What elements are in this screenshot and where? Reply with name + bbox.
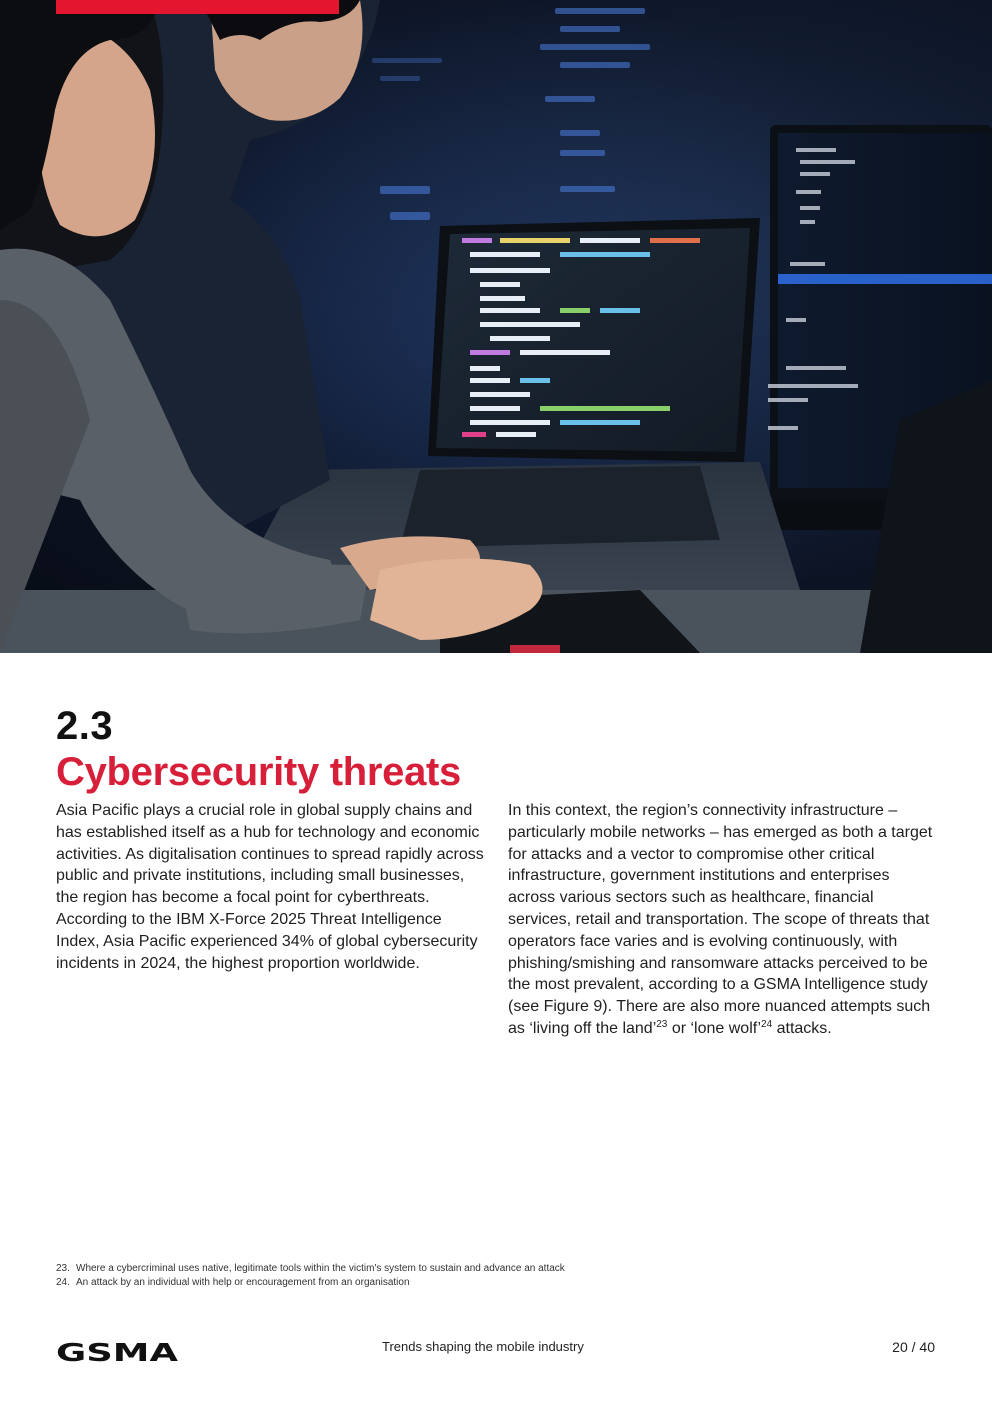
paragraph-left: Asia Pacific plays a crucial role in global supply chains and has established itself as a hub for technology and economic activities. As digitalisation continues to spread rapidly across public and private institutions, including small businesses, the region has become a focal point for cyberthreats. According to the IBM X-Force 2025 Threat Intelligence Index, Asia Pacific experienced 34% of global cybersecurity incidents in 2024, the highest proportion worldwide. [56, 802, 484, 972]
paragraph-right [508, 800, 938, 1040]
footnote-ref-24[interactable]: 24 [761, 1018, 773, 1030]
footnote-text: Where a cybercriminal uses native, legitimate tools within the victim's system to sustain and advance an attack [76, 1263, 565, 1274]
hero-photo [0, 0, 992, 653]
gsma-logo [56, 1340, 180, 1364]
footnote-number: 23. [56, 1263, 70, 1274]
section-number: 2.3 [56, 704, 114, 748]
accent-tab [56, 0, 339, 14]
body-column-right [508, 800, 938, 1040]
footnotes [56, 1262, 565, 1289]
paragraph-right-text-1: In this context, the region’s connectivity infrastructure – particularly mobile networks – has emerged as both a target for attacks and a vector to compromise other critical infrastructure, government institutions and enterprises across various sectors such as healthcare, financial services, retail and transportation. The scope of threats that operators face varies and is evolving continuously, with phishing/smishing and ransomware attacks perceived to be the most prevalent, according to a GSMA Intelligence study (see Figure 9). There are also more nuanced attempts such as ‘living off the land’ [508, 802, 933, 1037]
footnote-item [56, 1262, 565, 1276]
footer-document-title: Trends shaping the mobile industry [382, 1339, 584, 1354]
section-title: Cybersecurity threats [56, 750, 461, 794]
footnote-text: An attack by an individual with help or encouragement from an organisation [76, 1276, 410, 1288]
paragraph-right-text-3: attacks. [772, 1019, 832, 1037]
paragraph-right-text-2: or ‘lone wolf’ [667, 1019, 762, 1037]
hero-photo-illustration [0, 0, 992, 653]
footnote-number: 24. [56, 1276, 70, 1288]
body-column-left [56, 800, 486, 974]
gsma-logo-text: GSMA [56, 1340, 179, 1364]
footnote-ref-23[interactable]: 23 [656, 1018, 668, 1030]
footnote-item [56, 1276, 565, 1290]
page-number: 20 / 40 [892, 1339, 935, 1355]
